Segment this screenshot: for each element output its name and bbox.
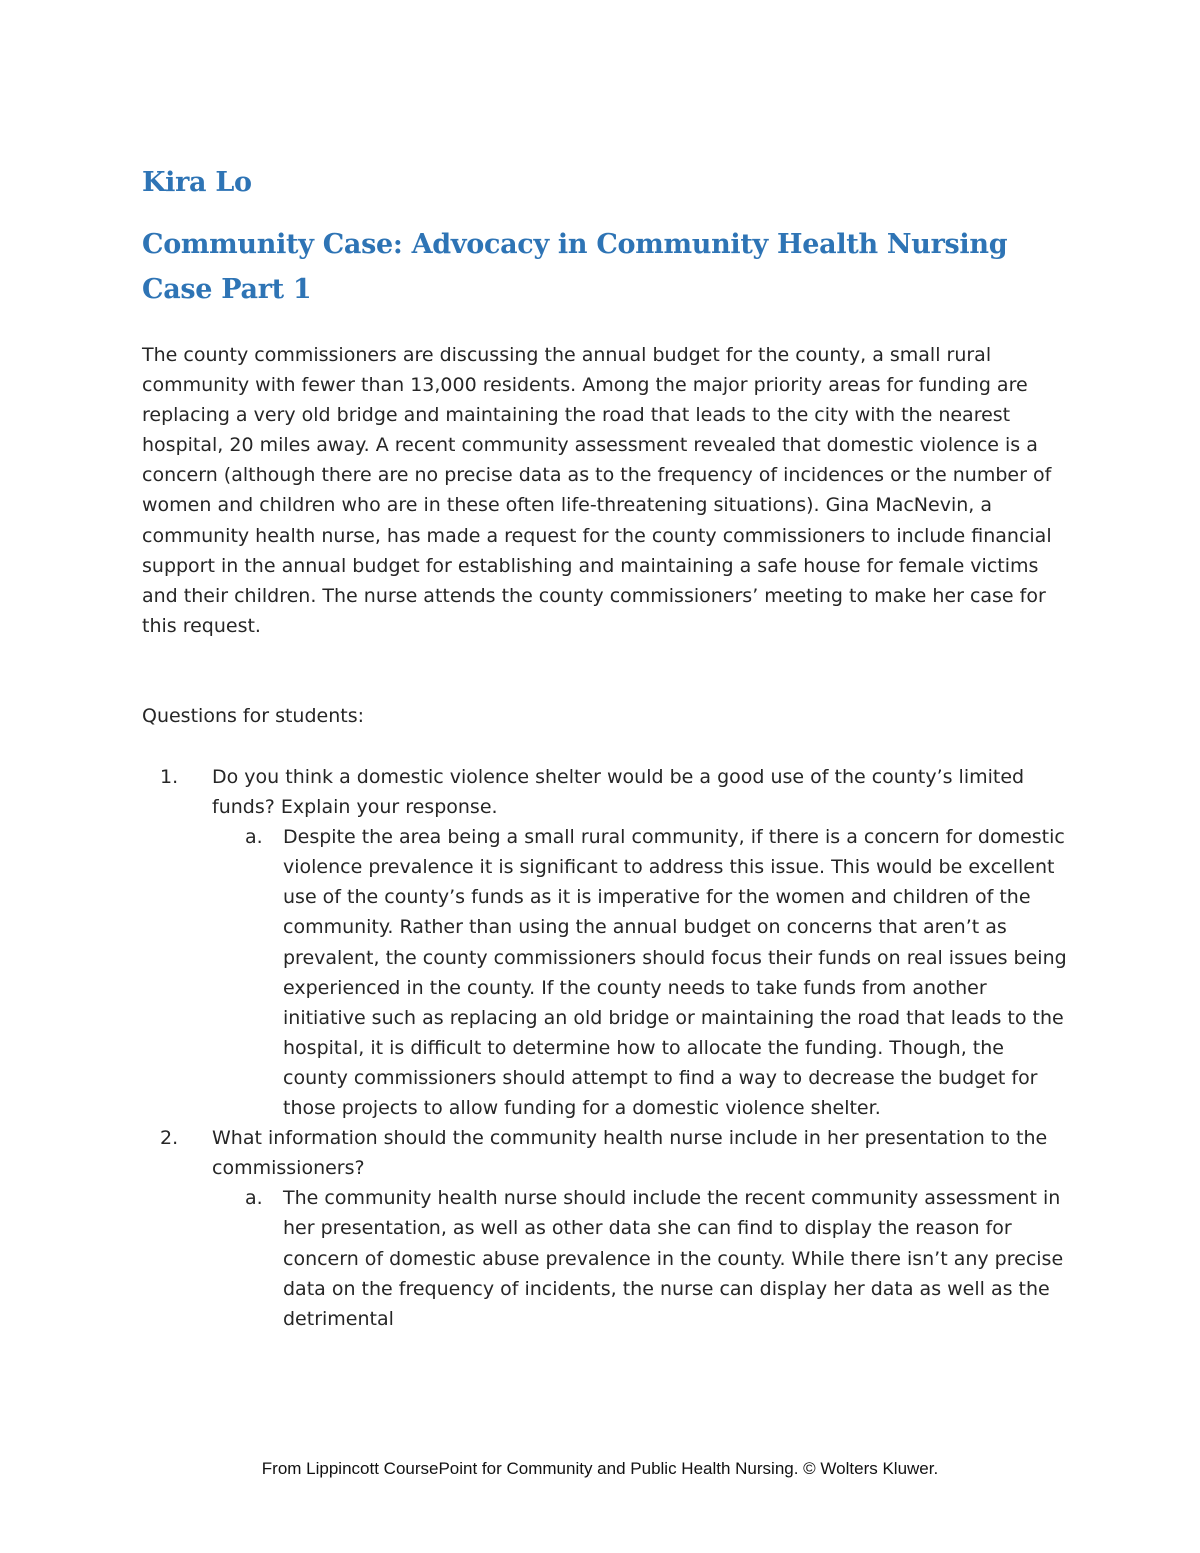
question-number: 1. [160,766,179,788]
question-text: Do you think a domestic violence shelter would be a good use of the county’s limited funds? Explain your response. [212,766,1025,819]
case-part-heading: Case Part 1 [142,274,312,305]
question-item [0,762,1072,1123]
question-item [0,1123,1072,1334]
answer-text: The community health nurse should include the recent community assessment in her presentation, as well as other data she can find to display the reason for concern of domestic abuse prevalence in the county. While there isn’t any precise data on the frequency of incidents, the nurse can display her data as well as the detrimental [283,1187,1064,1330]
author-name: Kira Lo [142,167,252,198]
question-text: What information should the community health nurse include in her presentation to the commissioners? [212,1127,1048,1180]
questions-label: Questions for students: [142,705,365,727]
answer-letter: a. [245,1187,263,1210]
answer-item [212,1183,1068,1333]
question-number: 2. [160,1127,179,1150]
answer-item [212,822,1068,1123]
question-list [0,762,1200,1334]
page-footer: From Lippincott CoursePoint for Community and Public Health Nursing. © Wolters Kluwer. [261,1459,939,1478]
case-intro-paragraph: The county commissioners are discussing the annual budget for the county, a small rural community with fewer than 13,000 residents. Among the major priority areas for funding are replacing a very old bridge and maintaining the road that leads to the city with the nearest hospital, 20 miles away. A recent community assessment revealed that domestic violence is a concern (although there are no precise data as to the frequency of incidences or the number of women and children who are in these often life-threatening situations). Gina MacNevin, a community health nurse, has made a request for the county commissioners to include financial support in the annual budget for establishing and maintaining a safe house for female victims and their children. The nurse attends the county commissioners’ meeting to make her case for this request. [142,344,1052,637]
answer-letter: a. [245,826,263,849]
answer-list [212,822,1072,1123]
answer-text: Despite the area being a small rural community, if there is a concern for domestic violence prevalence it is significant to address this issue. This would be excellent use of the county’s funds as it is imperative for the women and children of the community. Rather than using the annual budget on concerns that aren’t as prevalent, the county commissioners should focus their funds on real issues being experienced in the county. If the county needs to take funds from another initiative such as replacing an old bridge or maintaining the road that leads to the hospital, it is difficult to determine how to allocate the funding. Though, the county commissioners should attempt to find a way to decrease the budget for those projects to allow funding for a domestic violence shelter. [283,826,1067,1120]
case-title: Community Case: Advocacy in Community Health Nursing [142,229,1008,260]
answer-list [212,1183,1072,1333]
